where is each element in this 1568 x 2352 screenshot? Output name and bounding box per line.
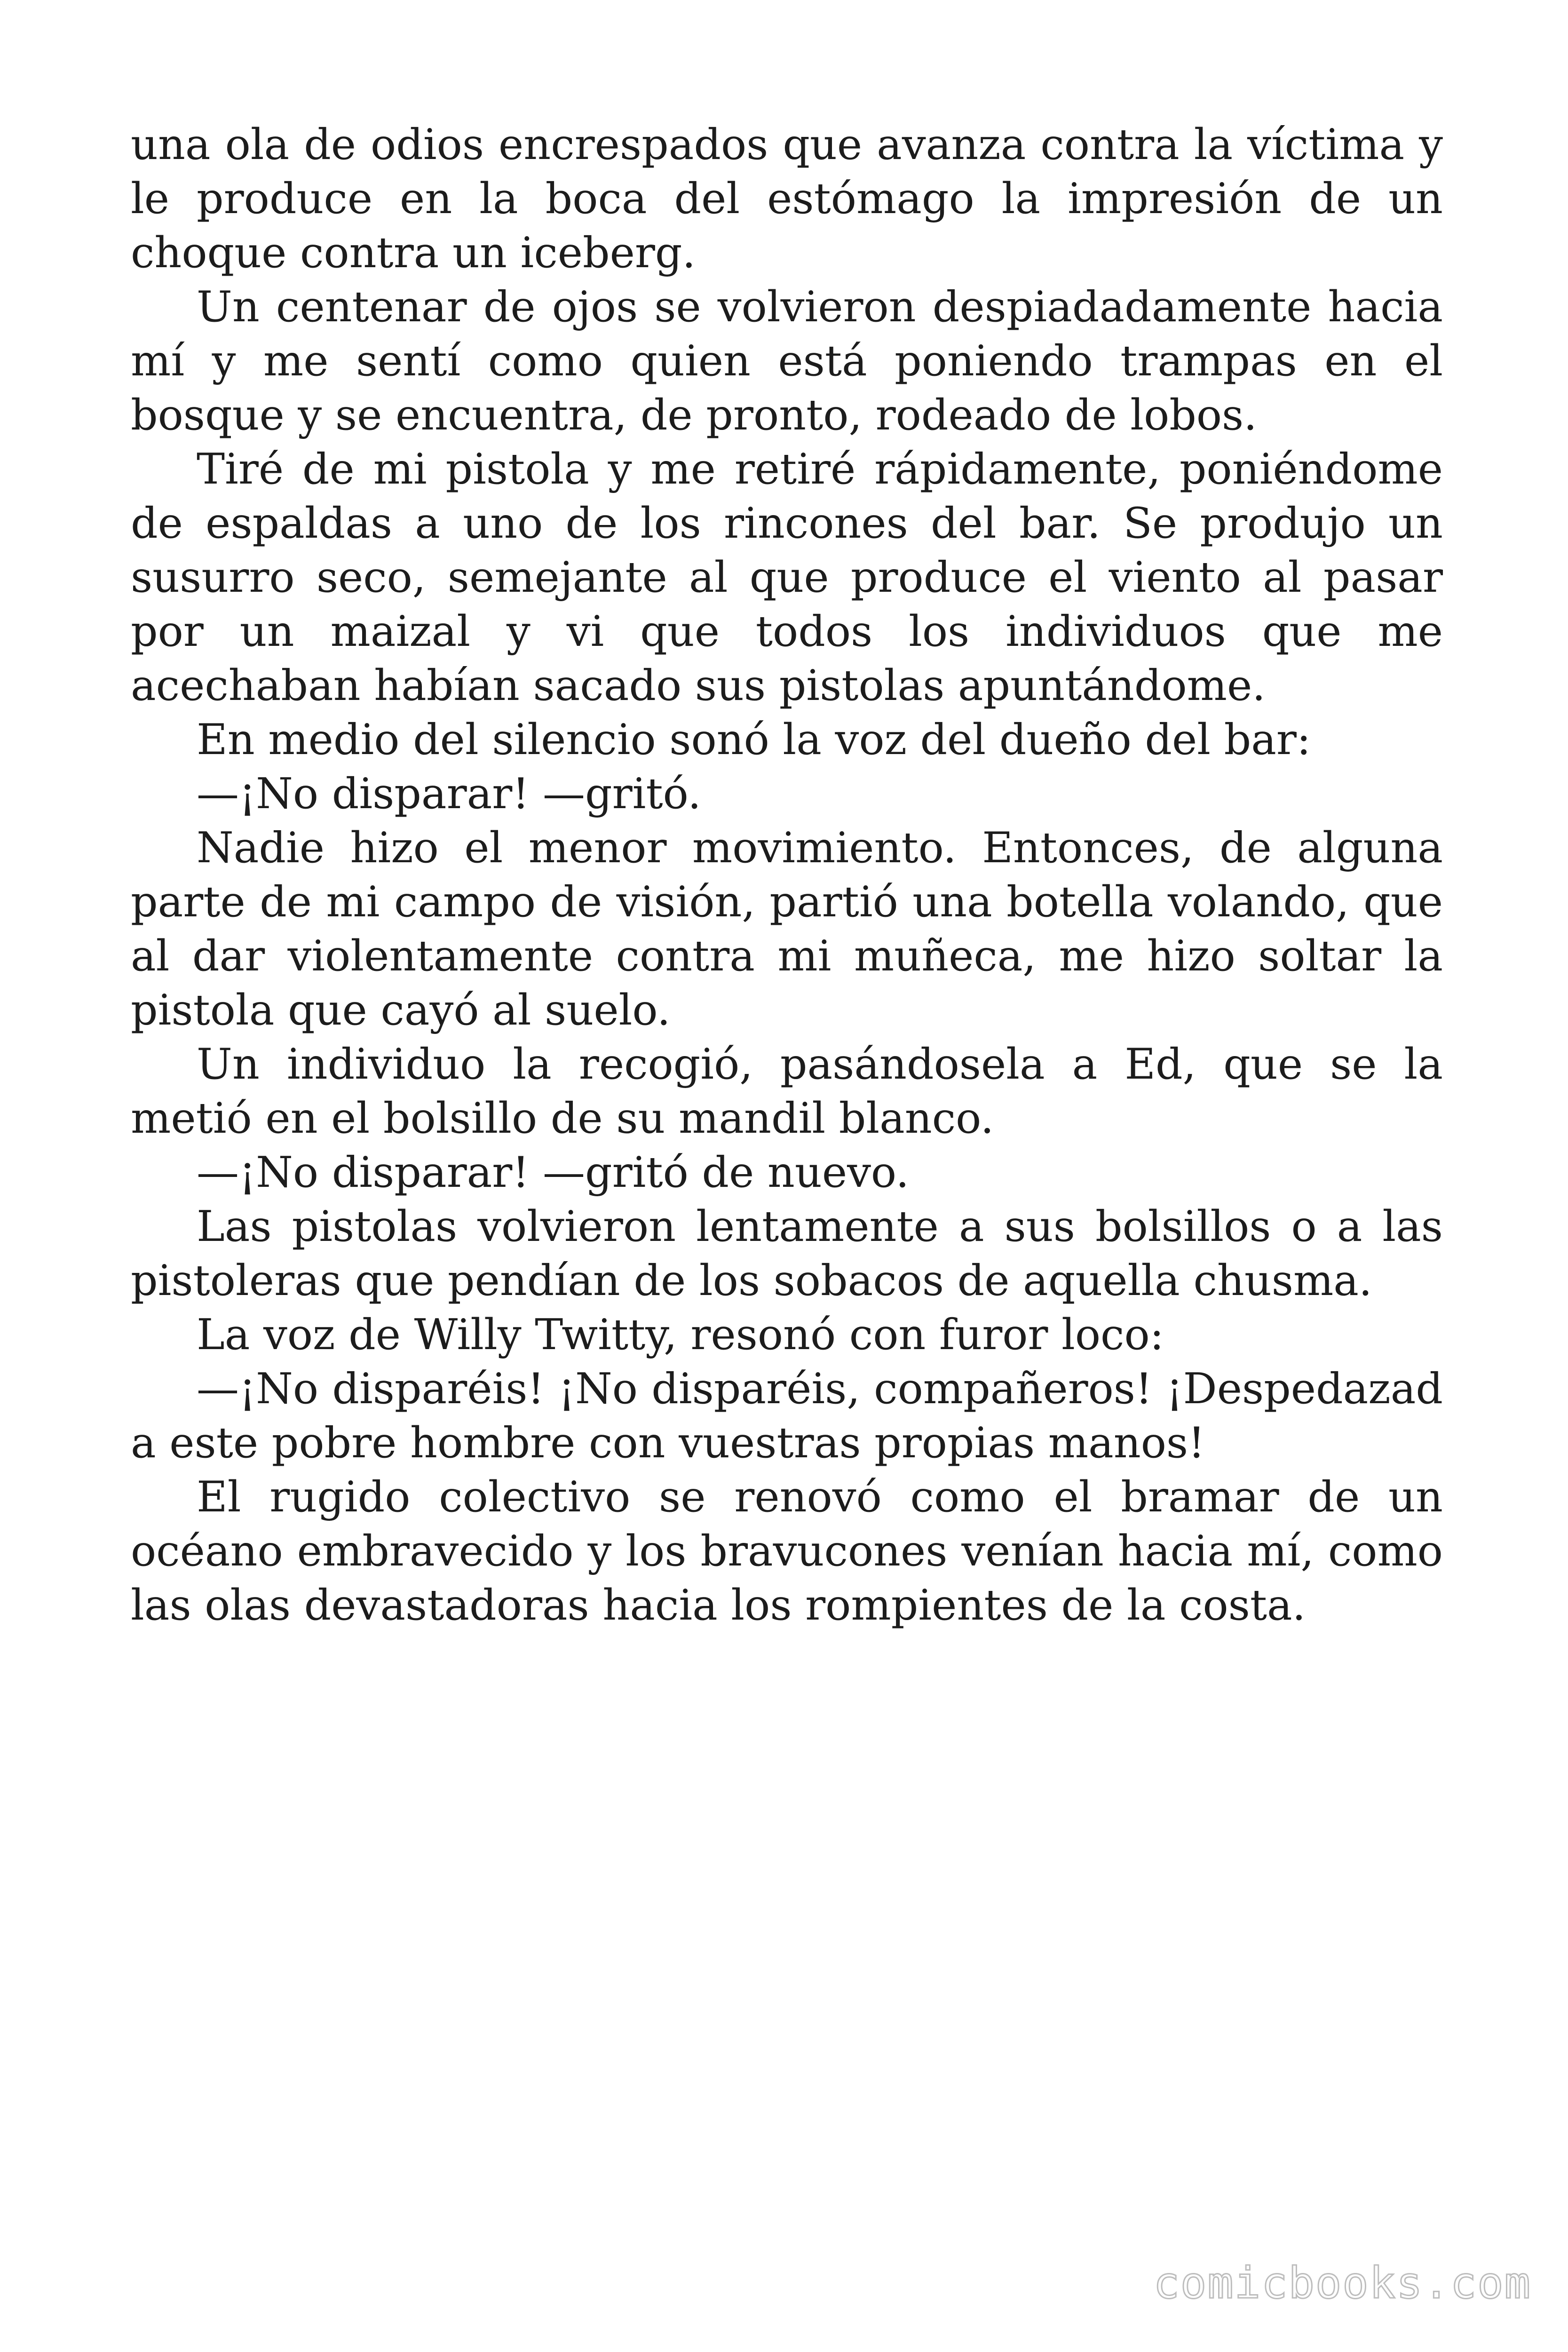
dialogue-paragraph: —¡No disparéis! ¡No disparéis, compañeros! ¡Despedazad a este pobre hombre con vuestras propias manos!	[131, 1364, 1443, 1468]
watermark-text: comicbooks.com	[1153, 2258, 1531, 2308]
paragraph: Tiré de mi pistola y me retiré rápidamente, poniéndome de espaldas a uno de los rincones del bar. Se produjo un susurro seco, semejante al que produce el viento al pasar por un maizal y vi que todos los individuos que me acechaban habían sacado sus pistolas apuntándome.	[131, 445, 1443, 710]
paragraph: Un centenar de ojos se volvieron despiadadamente hacia mí y me sentí como quien está poniendo trampas en el bosque y se encuentra, de pronto, rodeado de lobos.	[131, 282, 1443, 440]
paragraph: El rugido colectivo se renovó como el bramar de un océano embravecido y los bravucones venían hacia mí, como las olas devastadoras hacia los rompientes de la costa.	[131, 1472, 1443, 1630]
dialogue-paragraph: —¡No disparar! —gritó de nuevo.	[197, 1148, 910, 1197]
paragraph: La voz de Willy Twitty, resonó con furor loco:	[197, 1310, 1164, 1359]
paragraph: Un individuo la recogió, pasándosela a Ed, que se la metió en el bolsillo de su mandil blanco.	[131, 1040, 1443, 1143]
paragraph: Nadie hizo el menor movimiento. Entonces, de alguna parte de mi campo de visión, partió una botella volando, que al dar violentamente contra mi muñeca, me hizo soltar la pistola que cayó al suelo.	[131, 823, 1443, 1035]
dialogue-paragraph: —¡No disparar! —gritó.	[197, 769, 701, 818]
paragraph: En medio del silencio sonó la voz del dueño del bar:	[197, 715, 1311, 764]
page-body-text	[131, 118, 1443, 1632]
paragraph: Las pistolas volvieron lentamente a sus bolsillos o a las pistoleras que pendían de los sobacos de aquella chusma.	[131, 1202, 1443, 1305]
paragraph: una ola de odios encrespados que avanza contra la víctima y le produce en la boca del estómago la impresión de un choque contra un iceberg.	[131, 120, 1443, 278]
